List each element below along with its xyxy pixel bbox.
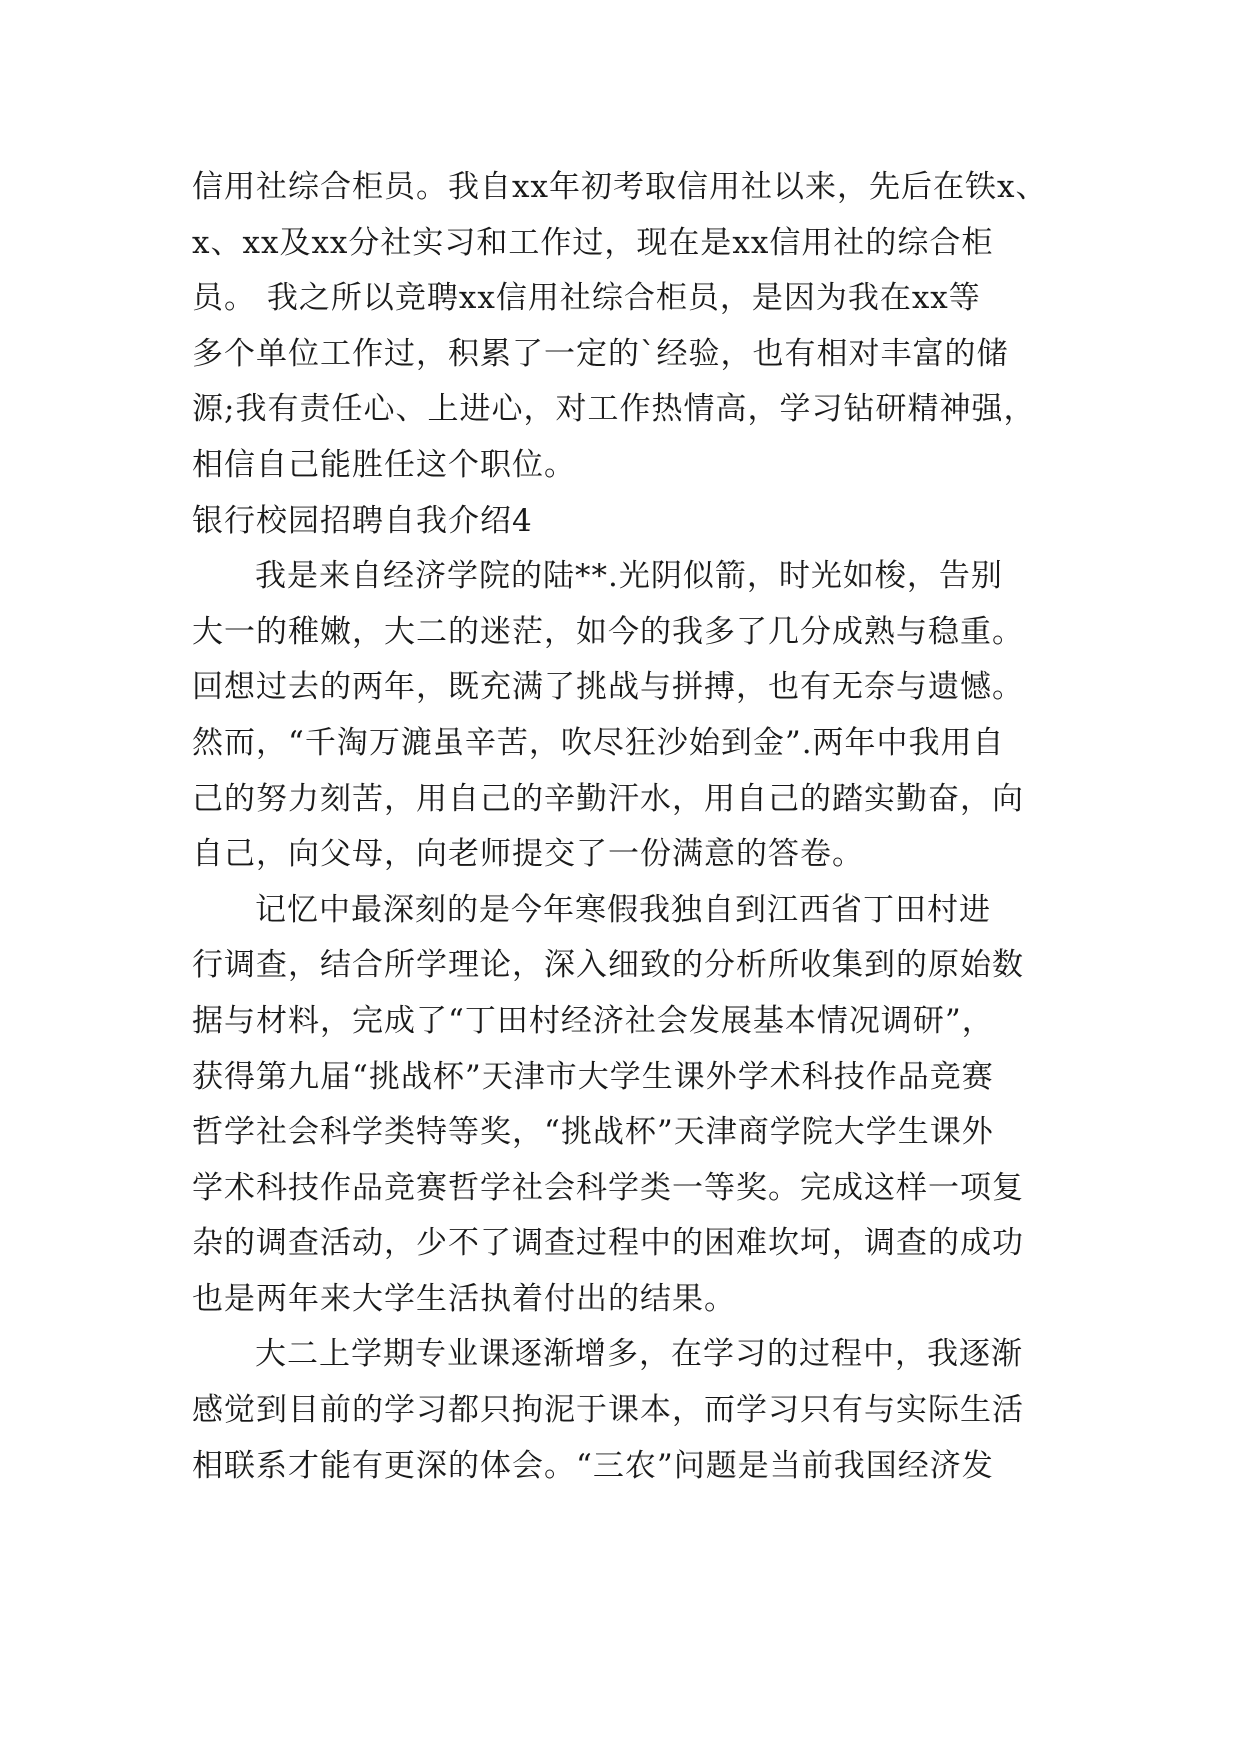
text-line: 我是来自经济学院的陆**.光阴似箭，时光如梭，告别 — [255, 558, 1003, 595]
text-line: 杂的调查活动，少不了调查过程中的困难坎坷，调查的成功 — [192, 1225, 1024, 1262]
text-line: 学术科技作品竞赛哲学社会科学类一等奖。完成这样一项复 — [192, 1169, 1024, 1206]
text-line: x、xx及xx分社实习和工作过，现在是xx信用社的综合柜 — [192, 224, 994, 261]
text-line: 多个单位工作过，积累了一定的`经验，也有相对丰富的储 — [192, 335, 1009, 372]
text-line: 回想过去的两年，既充满了挑战与拼搏，也有无奈与遗憾。 — [192, 669, 1024, 706]
text-line: 获得第九届“挑战杯”天津市大学生课外学术科技作品竞赛 — [192, 1058, 994, 1095]
text-line: 源;我有责任心、上进心，对工作热情高，学习钻研精神强， — [192, 391, 1036, 428]
paragraph-research — [192, 883, 1072, 1328]
text-block-continuation — [192, 160, 1072, 494]
text-line: 信用社综合柜员。我自xx年初考取信用社以来，先后在铁x、 — [192, 169, 1048, 205]
text-line: 自己，向父母，向老师提交了一份满意的答卷。 — [192, 836, 864, 873]
section-heading: 银行校园招聘自我介绍4 — [192, 502, 533, 539]
text-line: 相信自己能胜任这个职位。 — [192, 446, 576, 483]
paragraph-studies — [192, 1327, 1072, 1494]
text-line: 相联系才能有更深的体会。“三农”问题是当前我国经济发 — [192, 1447, 994, 1484]
text-line: 然而，“千淘万漉虽辛苦，吹尽狂沙始到金”.两年中我用自 — [192, 724, 1005, 761]
text-line: 记忆中最深刻的是今年寒假我独自到江西省丁田村进 — [255, 891, 991, 928]
document-page — [192, 160, 1072, 1494]
text-line: 据与材料，完成了“丁田村经济社会发展基本情况调研”， — [192, 1002, 994, 1039]
text-line: 己的努力刻苦，用自己的辛勤汗水，用自己的踏实勤奋，向 — [192, 780, 1024, 817]
text-line: 大二上学期专业课逐渐增多，在学习的过程中，我逐渐 — [255, 1336, 1023, 1373]
text-line: 员。 我之所以竞聘xx信用社综合柜员，是因为我在xx等 — [192, 280, 981, 317]
text-line: 行调查，结合所学理论，深入细致的分析所收集到的原始数 — [192, 947, 1024, 984]
text-line: 大一的稚嫩，大二的迷茫，如今的我多了几分成熟与稳重。 — [192, 613, 1024, 650]
paragraph-intro — [192, 549, 1072, 883]
text-line: 哲学社会科学类特等奖，“挑战杯”天津商学院大学生课外 — [192, 1114, 994, 1151]
text-line: 也是两年来大学生活执着付出的结果。 — [192, 1280, 736, 1317]
text-line: 感觉到目前的学习都只拘泥于课本，而学习只有与实际生活 — [192, 1392, 1024, 1429]
